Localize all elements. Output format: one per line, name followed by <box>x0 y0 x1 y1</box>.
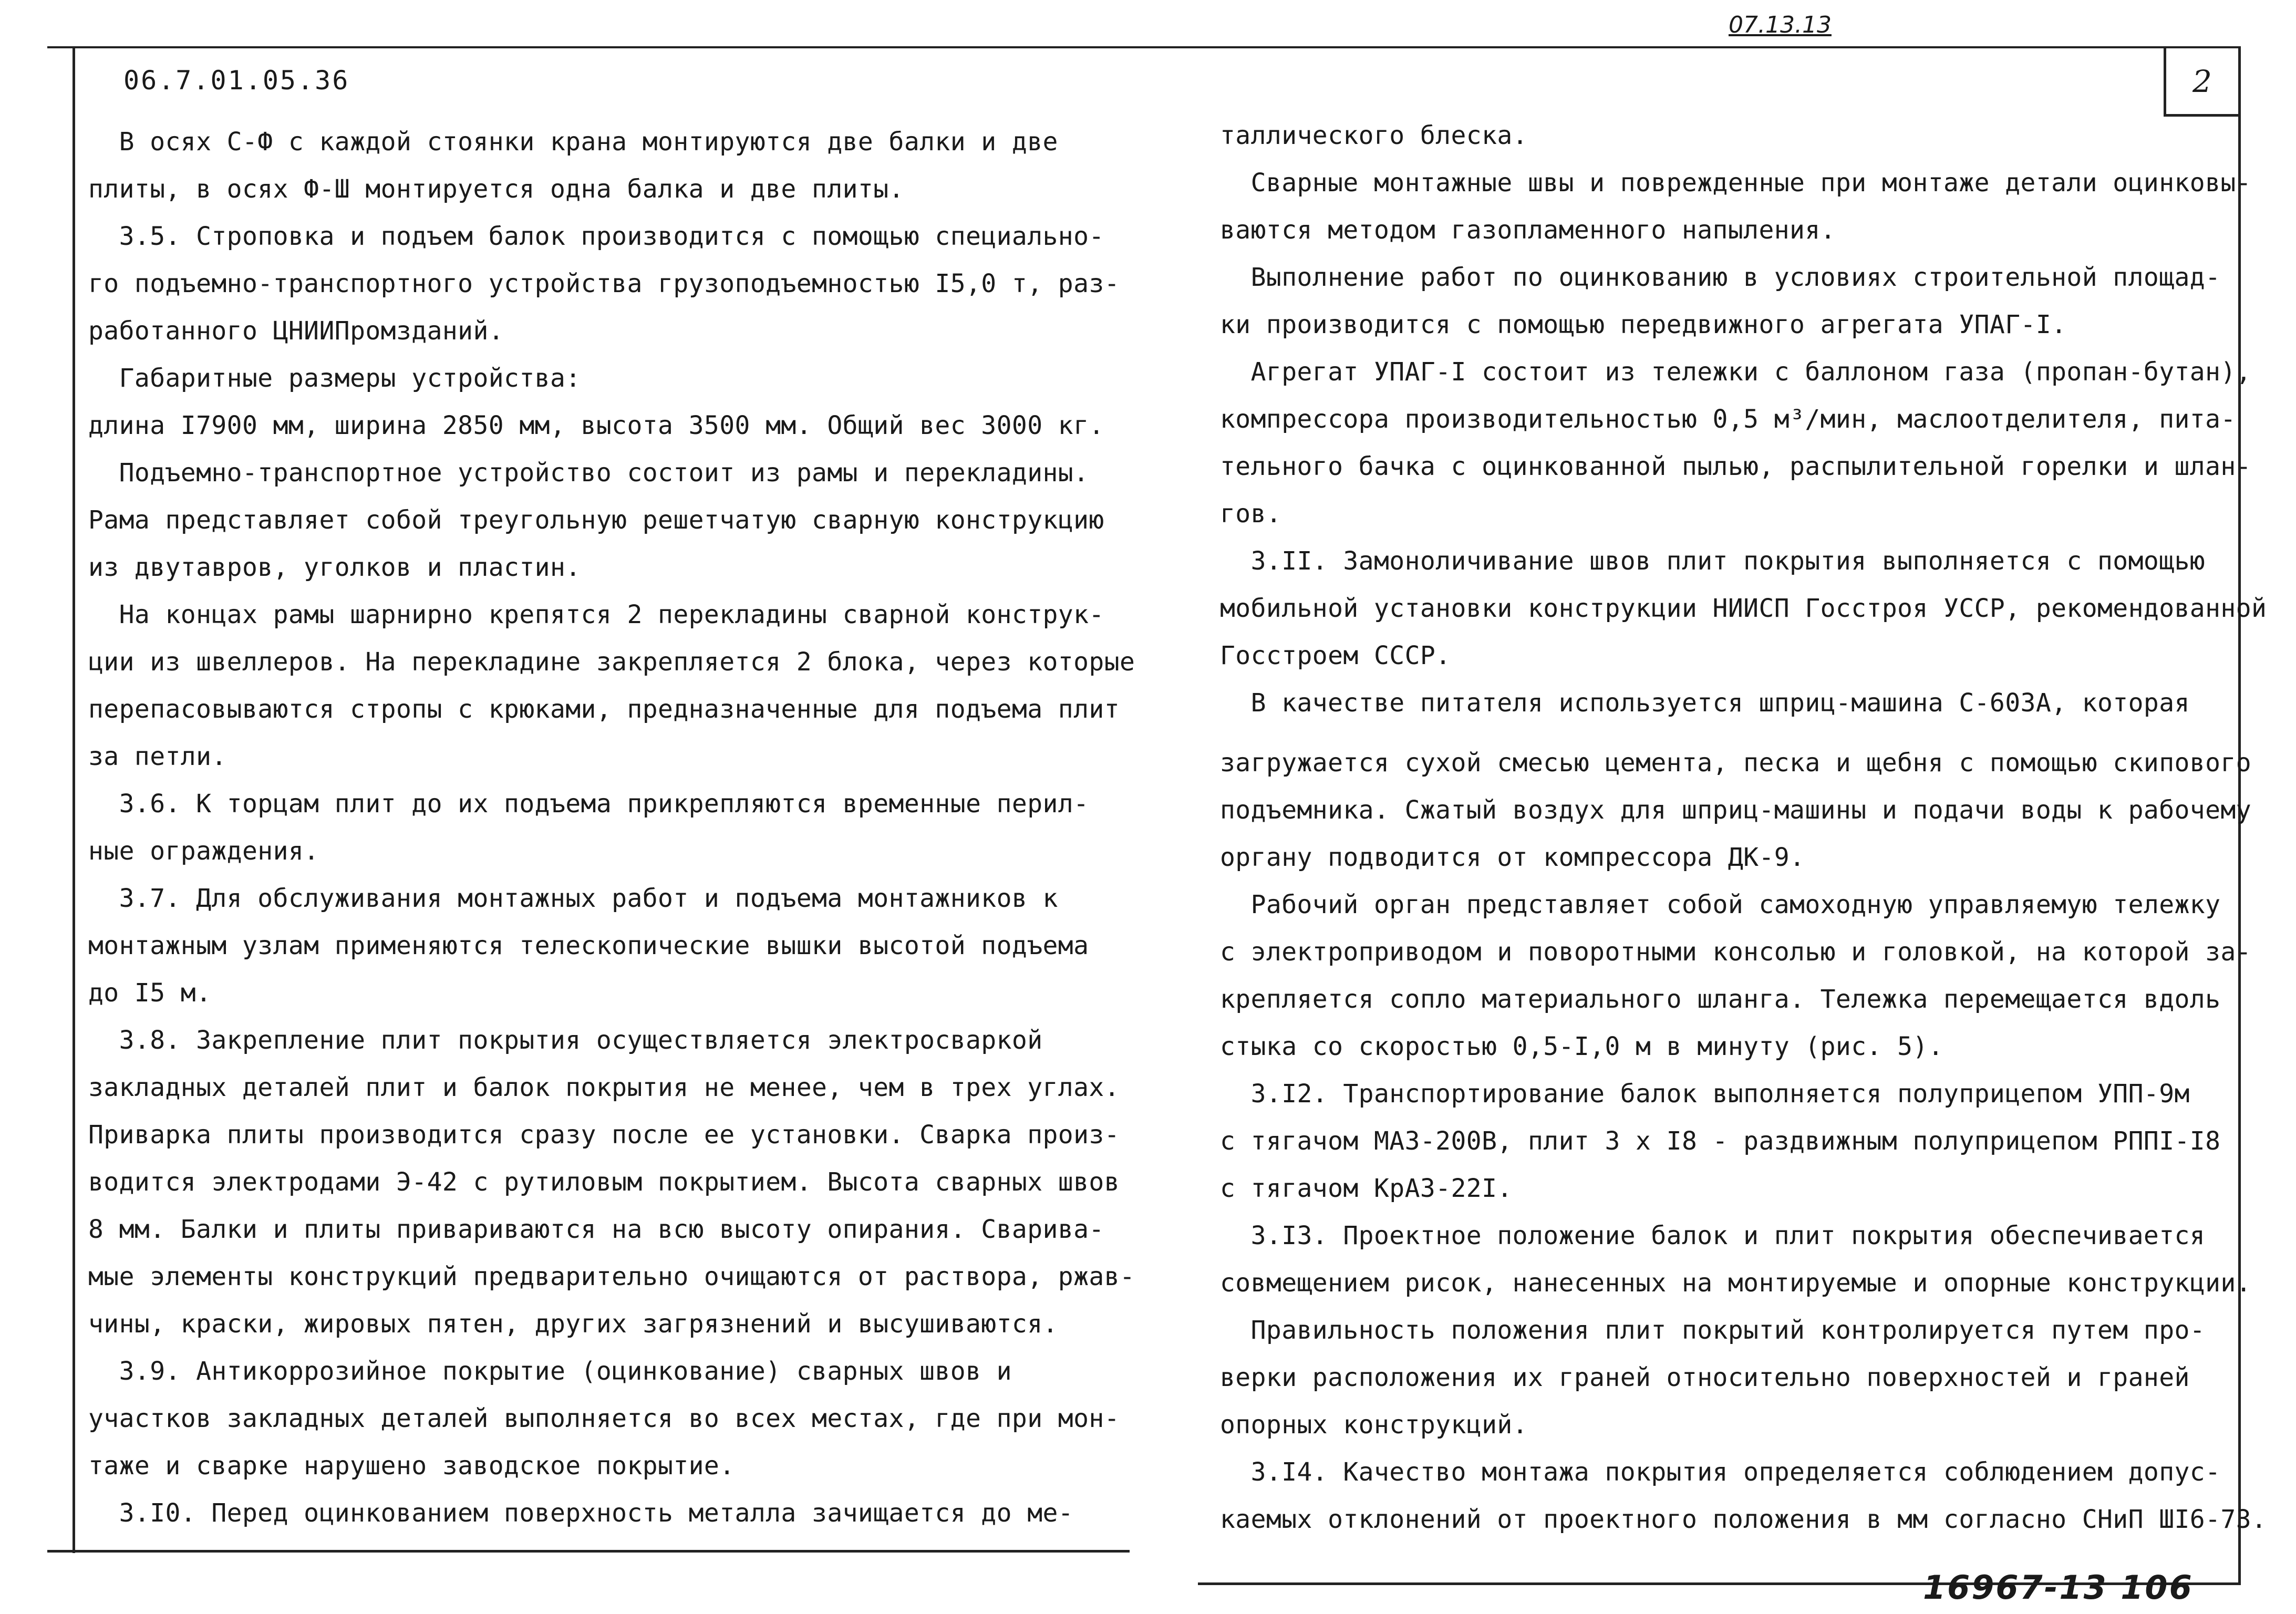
left-column-line: го подъемно-транспортного устройства грузоподъемностью I5,0 т, раз- <box>88 269 1120 298</box>
right-column-line: 3.II. Замоноличивание швов плит покрытия выполняется с помощью <box>1220 546 2206 576</box>
right-column-line: Госстроем СССР. <box>1220 641 1451 670</box>
left-column-line: чины, краски, жировых пятен, других загрязнений и высушиваются. <box>88 1309 1058 1339</box>
top-stamp: 07.13.13 <box>1729 12 1832 38</box>
left-column-line: ции из швеллеров. На перекладине закрепляется 2 блока, через которые <box>88 647 1135 677</box>
right-column-line: каемых отклонений от проектного положения в мм согласно СНиП ШI6-73. <box>1220 1505 2267 1534</box>
left-column-line: В осях С-Ф с каждой стоянки крана монтируются две балки и две <box>88 127 1058 157</box>
left-column-line: таже и сварке нарушено заводское покрытие. <box>88 1451 735 1481</box>
right-column-line: 3.I4. Качество монтажа покрытия определяется соблюдением допус- <box>1220 1457 2221 1487</box>
right-column-line: Сварные монтажные швы и поврежденные при монтаже детали оцинковы- <box>1220 168 2251 198</box>
left-column-line: 3.9. Антикоррозийное покрытие (оцинкование) сварных швов и <box>88 1357 1012 1386</box>
left-column-line: закладных деталей плит и балок покрытия не менее, чем в трех углах. <box>88 1073 1120 1102</box>
right-column-line: стыка со скоростью 0,5-I,0 м в минуту (рис. 5). <box>1220 1032 1944 1061</box>
bottom-stamp: 16967-13 106 <box>1923 1568 2194 1607</box>
right-column-line: с тягачом МАЗ-200В, плит 3 х I8 - раздвижным полуприцепом РППI-I8 <box>1220 1126 2221 1156</box>
left-column-line: 3.7. Для обслуживания монтажных работ и подъема монтажников к <box>88 884 1058 913</box>
right-column-line: органу подводится от компрессора ДК-9. <box>1220 843 1805 872</box>
left-column-line: монтажным узлам применяются телескопические вышки высотой подъема <box>88 931 1089 960</box>
right-column-line: гов. <box>1220 499 1282 529</box>
document-code: 06.7.01.05.36 <box>123 65 350 96</box>
left-column-line: 3.I0. Перед оцинкованием поверхность металла зачищается до ме- <box>88 1498 1074 1528</box>
left-column-line: мые элементы конструкций предварительно очищаются от раствора, ржав- <box>88 1262 1135 1291</box>
left-column-line: 3.6. К торцам плит до их подъема прикрепляются временные перил- <box>88 789 1089 819</box>
left-column-line: длина I7900 мм, ширина 2850 мм, высота 3500 мм. Общий вес 3000 кг. <box>88 411 1104 440</box>
right-column-line: В качестве питателя используется шприц-машина С-603А, которая <box>1220 688 2190 718</box>
right-column-line: с тягачом КрАЗ-22I. <box>1220 1174 1513 1203</box>
right-column-line: ки производится с помощью передвижного агрегата УПАГ-I. <box>1220 310 2067 339</box>
frame-top-border <box>47 46 2238 48</box>
left-column-line: плиты, в осях Ф-Ш монтируется одна балка и две плиты. <box>88 174 904 204</box>
left-column-line: 3.5. Строповка и подъем балок производится с помощью специально- <box>88 222 1104 251</box>
right-column-line: с электроприводом и поворотными консолью и головкой, на которой за- <box>1220 937 2251 967</box>
left-column-line: до I5 м. <box>88 978 212 1008</box>
left-column-line: участков закладных деталей выполняется во всех местах, где при мон- <box>88 1404 1120 1433</box>
right-column-line: подъемника. Сжатый воздух для шприц-машины и подачи воды к рабочему <box>1220 795 2251 825</box>
right-column-line: загружается сухой смесью цемента, песка и щебня с помощью скипового <box>1220 748 2251 778</box>
right-column-line: опорных конструкций. <box>1220 1410 1528 1440</box>
right-column-line: Выполнение работ по оцинкованию в условиях строительной площад- <box>1220 263 2221 292</box>
left-column-line: 3.8. Закрепление плит покрытия осуществляется электросваркой <box>88 1026 1043 1055</box>
right-column-line: Рабочий орган представляет собой самоходную управляемую тележку <box>1220 890 2221 919</box>
right-column-line: 3.I2. Транспортирование балок выполняется полуприцепом УПП-9м <box>1220 1079 2190 1109</box>
right-column-line: крепляется сопло материального шланга. Тележка перемещается вдоль <box>1220 985 2221 1014</box>
page-number: 2 <box>2164 48 2238 117</box>
left-column-line: Габаритные размеры устройства: <box>88 364 581 393</box>
left-column-line: На концах рамы шарнирно крепятся 2 перекладины сварной конструк- <box>88 600 1104 629</box>
left-column-line: 8 мм. Балки и плиты привариваются на всю высоту опирания. Сварива- <box>88 1215 1104 1244</box>
left-column-line: перепасовываются стропы с крюками, предназначенные для подъема плит <box>88 695 1120 724</box>
left-column-line: Рама представляет собой треугольную решетчатую сварную конструкцию <box>88 505 1104 535</box>
right-column-line: компрессора производительностью 0,5 м³/мин, маслоотделителя, пита- <box>1220 405 2236 434</box>
right-column-line: верки расположения их граней относительно поверхностей и граней <box>1220 1363 2190 1392</box>
frame-left-border <box>73 46 75 1553</box>
left-column-line: из двутавров, уголков и пластин. <box>88 553 581 582</box>
right-column-line: ваются методом газопламенного напыления. <box>1220 215 1836 245</box>
left-column-line: за петли. <box>88 742 227 771</box>
frame-bottom-left-border <box>47 1550 1130 1553</box>
right-column-line: 3.I3. Проектное положение балок и плит покрытия обеспечивается <box>1220 1221 2206 1250</box>
left-column-line: водится электродами Э-42 с рутиловым покрытием. Высота сварных швов <box>88 1167 1120 1197</box>
left-column-line: ные ограждения. <box>88 836 319 866</box>
right-column-line: тельного бачка с оцинкованной пылью, распылительной горелки и шлан- <box>1220 452 2251 481</box>
right-column-line: таллического блеска. <box>1220 121 1528 150</box>
left-column-line: работанного ЦНИИПромзданий. <box>88 316 504 346</box>
left-column-line: Подъемно-транспортное устройство состоит из рамы и перекладины. <box>88 458 1089 488</box>
left-column-line: Приварка плиты производится сразу после ее установки. Сварка произ- <box>88 1120 1120 1150</box>
right-column-line: Агрегат УПАГ-I состоит из тележки с баллоном газа (пропан-бутан), <box>1220 357 2251 387</box>
right-column-line: Правильность положения плит покрытий контролируется путем про- <box>1220 1316 2206 1345</box>
right-column-line: совмещением рисок, нанесенных на монтируемые и опорные конструкции. <box>1220 1268 2251 1298</box>
right-column-line: мобильной установки конструкции НИИСП Госстроя УССР, рекомендованной <box>1220 594 2267 623</box>
